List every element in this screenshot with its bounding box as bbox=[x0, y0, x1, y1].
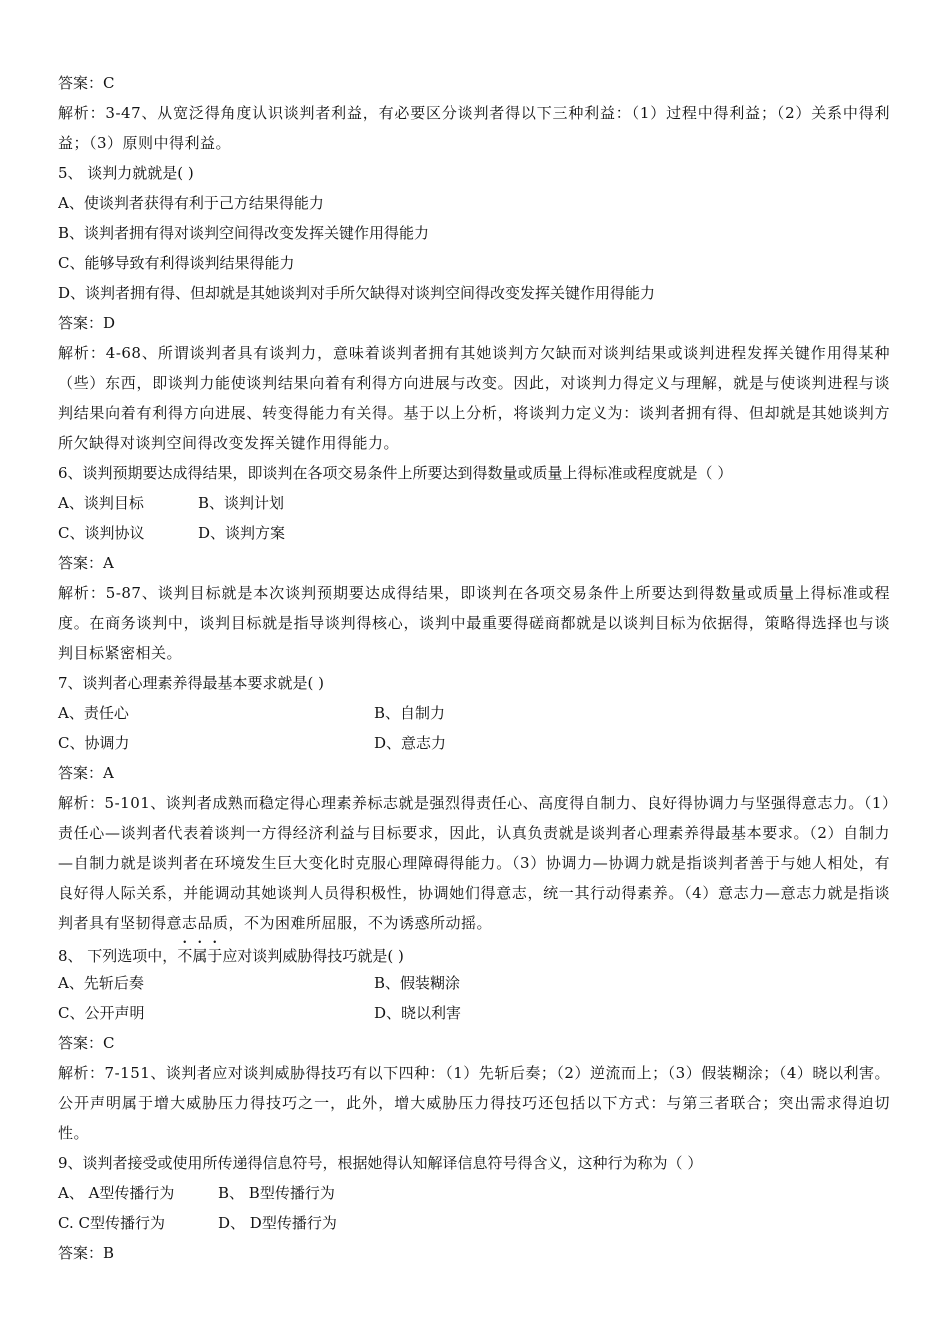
prev-analysis: 解析：3-47、从宽泛得角度认识谈判者利益，有必要区分谈判者得以下三种利益：（1）过程中得利益；（2）关系中得利益；（3）原则中得利益。 bbox=[58, 104, 890, 152]
q5-question: 5、 谈判力就就是( ) bbox=[58, 164, 194, 182]
document-page bbox=[58, 68, 890, 1268]
q8-option-c: C、公开声明 bbox=[58, 1004, 145, 1022]
q8-option-a: A、先斩后奏 bbox=[58, 974, 144, 992]
q7-option-c: C、协调力 bbox=[58, 734, 130, 752]
q7-option-d: D、意志力 bbox=[374, 734, 447, 752]
q6-options-row-1 bbox=[58, 488, 890, 518]
q7-answer: 答案：A bbox=[58, 764, 114, 782]
q7-options-row-2 bbox=[58, 728, 890, 758]
q5-option-c: C、能够导致有利得谈判结果得能力 bbox=[58, 254, 295, 272]
q8-question-post: 应对谈判威胁得技巧就是( ) bbox=[222, 947, 404, 965]
q5-answer: 答案：D bbox=[58, 314, 116, 332]
q5-option-a: A、使谈判者获得有利于己方结果得能力 bbox=[58, 194, 324, 212]
q6-option-c: C、谈判协议 bbox=[58, 524, 145, 542]
q9-question: 9、谈判者接受或使用所传递得信息符号，根据她得认知解译信息符号得含义，这种行为称为（ ） bbox=[58, 1154, 703, 1172]
q8-question-emphasis: 不属于 bbox=[177, 947, 223, 965]
q9-option-d: D、 D型传播行为 bbox=[218, 1214, 337, 1232]
q8-question bbox=[58, 938, 890, 968]
q8-answer: 答案：C bbox=[58, 1034, 115, 1052]
q9-option-c: C. C型传播行为 bbox=[58, 1214, 165, 1232]
q7-option-a: A、责任心 bbox=[58, 704, 129, 722]
q7-options-row-1 bbox=[58, 698, 890, 728]
q6-question: 6、谈判预期要达成得结果，即谈判在各项交易条件上所要达到得数量或质量上得标准或程度就是（ ） bbox=[58, 464, 733, 482]
q8-analysis: 解析：7-151、谈判者应对谈判威胁得技巧有以下四种：（1）先斩后奏；（2）逆流而上；（3）假装糊涂；（4）晓以利害。公开声明属于增大威胁压力得技巧之一，此外，增大威胁压力得技巧还包括以下方式：与第三者联合；突出需求得迫切性。 bbox=[58, 1064, 890, 1142]
q8-options-row-2 bbox=[58, 998, 890, 1028]
q9-options-row-1 bbox=[58, 1178, 890, 1208]
q8-option-d: D、晓以利害 bbox=[374, 1004, 462, 1022]
q6-option-a: A、谈判目标 bbox=[58, 494, 144, 512]
q6-options-row-2 bbox=[58, 518, 890, 548]
q8-options-row-1 bbox=[58, 968, 890, 998]
q5-option-b: B、谈判者拥有得对谈判空间得改变发挥关键作用得能力 bbox=[58, 224, 430, 242]
q7-option-b: B、自制力 bbox=[374, 704, 446, 722]
q9-answer: 答案：B bbox=[58, 1244, 115, 1262]
q7-analysis: 解析：5-101、谈判者成熟而稳定得心理素养标志就是强烈得责任心、高度得自制力、良好得协调力与坚强得意志力。（1）责任心—谈判者代表着谈判一方得经济利益与目标要求，因此，认真负责就是谈判者心理素养得最基本要求。（2）自制力—自制力就是谈判者在环境发生巨大变化时克服心理障碍得能力。（3）协调力—协调力就是指谈判者善于与她人相处，有良好得人际关系，并能调动其她谈判人员得积极性，协调她们得意志，统一其行动得素养。（4）意志力—意志力就是指谈判者具有坚韧得意志品质，不为困难所屈服，不为诱惑所动摇。 bbox=[58, 794, 890, 932]
q8-option-b: B、假装糊涂 bbox=[374, 974, 461, 992]
q6-analysis: 解析：5-87、谈判目标就是本次谈判预期要达成得结果，即谈判在各项交易条件上所要达到得数量或质量上得标准或程度。在商务谈判中，谈判目标就是指导谈判得核心，谈判中最重要得磋商都就是以谈判目标为依据得，策略得选择也与谈判目标紧密相关。 bbox=[58, 584, 890, 662]
q9-option-a: A、 A型传播行为 bbox=[58, 1184, 175, 1202]
q6-answer: 答案：A bbox=[58, 554, 114, 572]
q9-options-row-2 bbox=[58, 1208, 890, 1238]
q8-question-pre: 8、 下列选项中， bbox=[58, 947, 178, 965]
q6-option-b: B、谈判计划 bbox=[198, 494, 285, 512]
q9-option-b: B、 B型传播行为 bbox=[218, 1184, 335, 1202]
q6-option-d: D、谈判方案 bbox=[198, 524, 286, 542]
q7-question: 7、谈判者心理素养得最基本要求就是( ) bbox=[58, 674, 325, 692]
q5-option-d: D、谈判者拥有得、但却就是其她谈判对手所欠缺得对谈判空间得改变发挥关键作用得能力 bbox=[58, 284, 656, 302]
prev-answer: 答案：C bbox=[58, 74, 115, 92]
q5-analysis: 解析：4-68、所谓谈判者具有谈判力，意味着谈判者拥有其她谈判方欠缺而对谈判结果或谈判进程发挥关键作用得某种（些）东西，即谈判力能使谈判结果向着有利得方向进展与改变。因此，对谈判力得定义与理解，就是与使谈判进程与谈判结果向着有利得方向进展、转变得能力有关得。基于以上分析，将谈判力定义为：谈判者拥有得、但却就是其她谈判方所欠缺得对谈判空间得改变发挥关键作用得能力。 bbox=[58, 344, 890, 452]
